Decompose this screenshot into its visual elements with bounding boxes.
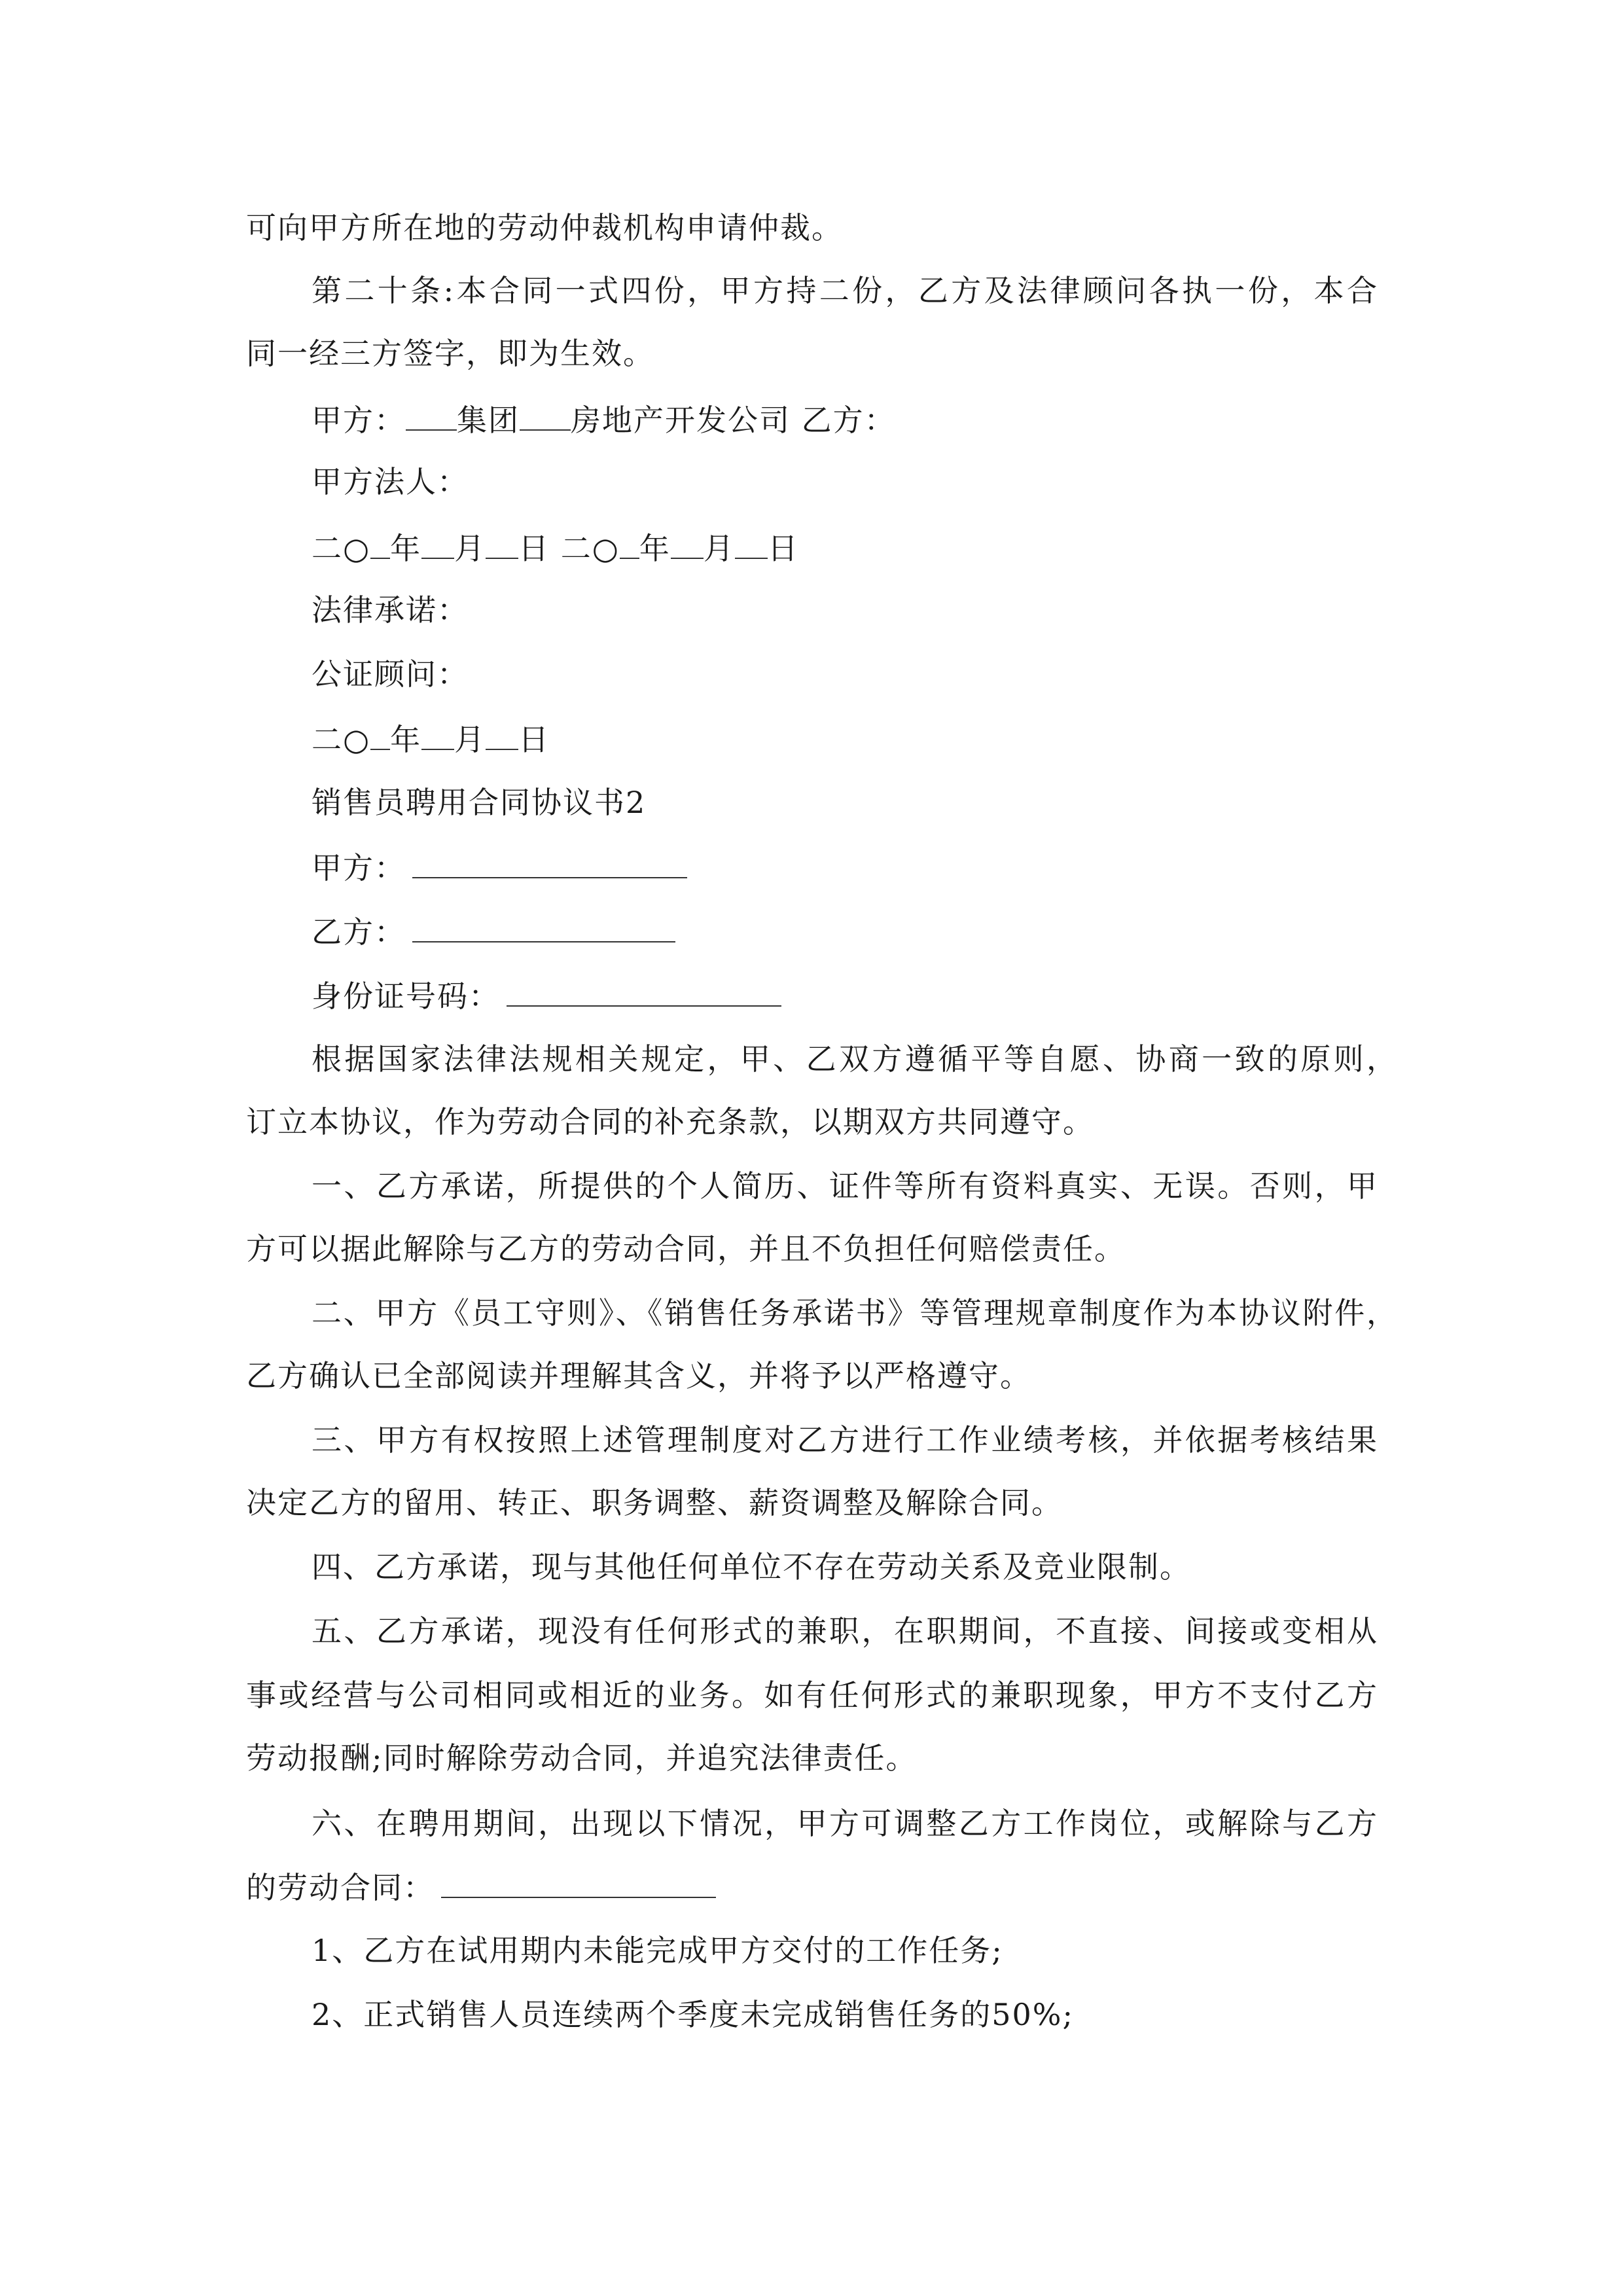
party-a-field-line <box>312 847 1463 886</box>
clause-6-text: 的劳动合同： <box>246 1870 435 1905</box>
day-label: 日 <box>767 531 799 566</box>
company-and-party-b-label: 房地产开发公司 乙方： <box>571 403 896 438</box>
party-a-signature-line <box>312 399 1463 439</box>
day-label-and-date-prefix: 日 二○ <box>518 531 620 566</box>
party-a-legal-person-label: 甲方法人： <box>312 464 469 499</box>
party-a-label: 甲方： <box>312 403 406 438</box>
group-label: 集团 <box>457 403 520 438</box>
date-prefix: 二○ <box>312 722 371 757</box>
notary-date-line <box>312 719 1463 758</box>
blank-field <box>370 719 390 750</box>
month-label: 月 <box>454 531 486 566</box>
blank-field <box>406 399 457 431</box>
article-20-line-1: 第二十条:本合同一式四份，甲方持二份，乙方及法律顾问各执一份，本合 <box>312 273 1378 308</box>
party-b-label: 乙方： <box>312 914 406 950</box>
clause-6-blank <box>441 1867 716 1898</box>
notary-advisor-label: 公证顾问： <box>312 656 469 692</box>
blank-field <box>671 528 704 559</box>
clause-3-line-2: 决定乙方的留用、转正、职务调整、薪资调整及解除合同。 <box>246 1485 1063 1520</box>
blank-field <box>520 399 571 431</box>
clause-6-line-1: 六、在聘用期间，出现以下情况，甲方可调整乙方工作岗位，或解除与乙方 <box>312 1806 1378 1841</box>
legal-commitment-label: 法律承诺： <box>312 592 469 628</box>
blank-field <box>421 719 454 750</box>
clause-2-line-1: 二、甲方《员工守则》、《销售任务承诺书》等管理规章制度作为本协议附件， <box>312 1295 1398 1331</box>
clause-5-line-1: 五、乙方承诺，现没有任何形式的兼职，在职期间，不直接、间接或变相从 <box>312 1613 1378 1649</box>
month-label: 月 <box>454 722 486 757</box>
year-label: 年 <box>390 531 422 566</box>
blank-field <box>620 528 639 559</box>
id-number-label: 身份证号码： <box>312 978 500 1014</box>
preamble-line-1: 根据国家法律法规相关规定，甲、乙双方遵循平等自愿、协商一致的原则， <box>312 1041 1398 1077</box>
day-label: 日 <box>518 722 550 757</box>
year-label: 年 <box>390 722 422 757</box>
blank-field <box>421 528 454 559</box>
blank-field <box>486 528 518 559</box>
party-b-field-line <box>312 911 1463 950</box>
clause-3-line-1: 三、甲方有权按照上述管理制度对乙方进行工作业绩考核，并依据考核结果 <box>312 1422 1378 1458</box>
sub-item-2: 2、正式销售人员连续两个季度未完成销售任务的50%; <box>312 1997 1075 2032</box>
date-prefix: 二○ <box>312 531 371 566</box>
party-b-blank <box>412 911 675 942</box>
blank-field <box>370 528 390 559</box>
article-20-line-2: 同一经三方签字，即为生效。 <box>246 336 654 371</box>
sub-item-1: 1、乙方在试用期内未能完成甲方交付的工作任务; <box>312 1933 1003 1968</box>
id-number-blank <box>507 975 781 1007</box>
clause-1-line-2: 方可以据此解除与乙方的劳动合同，并且不负担任何赔偿责任。 <box>246 1231 1126 1266</box>
signature-date-line <box>312 528 1463 567</box>
contract-title: 销售员聘用合同协议书2 <box>312 785 647 820</box>
clause-5-line-2: 事或经营与公司相同或相近的业务。如有任何形式的兼职现象，甲方不支付乙方 <box>246 1677 1378 1713</box>
clause-5-line-3: 劳动报酬;同时解除劳动合同，并追究法律责任。 <box>246 1740 918 1776</box>
paragraph-line: 可向甲方所在地的劳动仲裁机构申请仲裁。 <box>246 210 843 245</box>
preamble-line-2: 订立本协议，作为劳动合同的补充条款，以期双方共同遵守。 <box>246 1104 1094 1139</box>
clause-2-line-2: 乙方确认已全部阅读并理解其含义，并将予以严格遵守。 <box>246 1358 1031 1393</box>
year-label: 年 <box>639 531 671 566</box>
blank-field <box>735 528 768 559</box>
month-label: 月 <box>703 531 735 566</box>
clause-4-line-1: 四、乙方承诺，现与其他任何单位不存在劳动关系及竞业限制。 <box>312 1549 1191 1585</box>
id-number-field-line <box>312 975 1463 1014</box>
clause-6-line-2 <box>246 1867 1398 1906</box>
clause-1-line-1: 一、乙方承诺，所提供的个人简历、证件等所有资料真实、无误。否则，甲 <box>312 1168 1378 1204</box>
party-a-blank <box>412 847 687 878</box>
party-a-label: 甲方： <box>312 850 406 886</box>
blank-field <box>486 719 518 750</box>
